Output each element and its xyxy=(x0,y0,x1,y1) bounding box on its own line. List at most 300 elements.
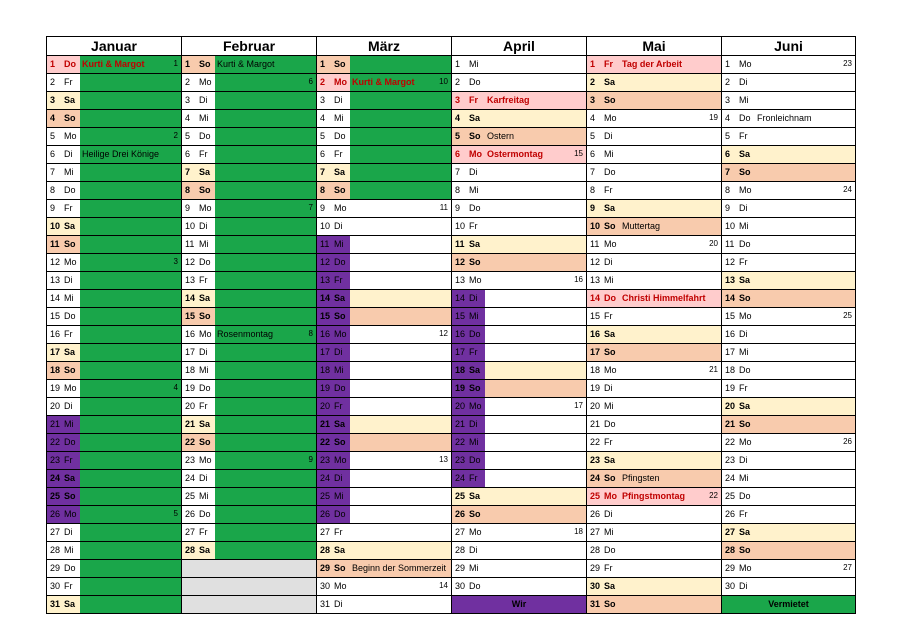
day-cell[interactable] xyxy=(451,254,587,272)
day-cell[interactable] xyxy=(181,434,317,452)
weekday-label: Mi xyxy=(739,221,749,231)
day-cell[interactable] xyxy=(46,272,182,290)
month-header-0: Januar xyxy=(46,36,182,56)
day-cell[interactable] xyxy=(316,254,452,272)
day-cell[interactable] xyxy=(316,146,452,164)
month-header-2: März xyxy=(316,36,452,56)
day-number: 30 xyxy=(320,581,331,591)
day-cell[interactable] xyxy=(181,488,317,506)
day-number: 10 xyxy=(185,221,196,231)
day-cell[interactable] xyxy=(181,56,317,74)
day-number: 22 xyxy=(185,437,196,447)
day-cell[interactable] xyxy=(46,218,182,236)
weekday-label: Do xyxy=(199,257,211,267)
day-cell[interactable] xyxy=(721,254,856,272)
day-cell[interactable] xyxy=(316,560,452,578)
day-cell[interactable] xyxy=(451,326,587,344)
day-cell[interactable] xyxy=(586,236,722,254)
day-cell[interactable] xyxy=(316,236,452,254)
weekday-label: Mi xyxy=(334,239,344,249)
day-cell[interactable] xyxy=(46,470,182,488)
day-cell[interactable] xyxy=(451,272,587,290)
weekday-label: Sa xyxy=(604,203,616,213)
week-number: 20 xyxy=(709,239,718,248)
day-number: 1 xyxy=(590,59,596,69)
day-cell[interactable] xyxy=(46,128,182,146)
day-number: 6 xyxy=(725,149,731,159)
day-cell[interactable] xyxy=(586,506,722,524)
day-cell[interactable] xyxy=(181,362,317,380)
day-cell[interactable] xyxy=(181,110,317,128)
day-cell[interactable] xyxy=(46,146,182,164)
day-cell[interactable] xyxy=(721,110,856,128)
day-cell[interactable] xyxy=(451,56,587,74)
day-cell[interactable] xyxy=(316,524,452,542)
weekday-label: Fr xyxy=(469,221,478,231)
weekday-label: Mi xyxy=(334,113,344,123)
day-cell[interactable] xyxy=(586,398,722,416)
weekday-label: Fr xyxy=(64,455,73,465)
day-number: 17 xyxy=(185,347,196,357)
day-cell[interactable] xyxy=(181,146,317,164)
day-cell[interactable] xyxy=(316,128,452,146)
weekday-label: Do xyxy=(739,365,751,375)
weekday-label: Fr xyxy=(334,401,343,411)
day-cell[interactable] xyxy=(316,272,452,290)
day-cell[interactable] xyxy=(451,92,587,110)
day-cell[interactable] xyxy=(316,74,452,92)
day-number: 6 xyxy=(185,149,191,159)
weekday-label: Mi xyxy=(469,311,479,321)
day-cell[interactable] xyxy=(46,506,182,524)
weekday-label: Sa xyxy=(64,473,76,483)
day-cell[interactable] xyxy=(721,56,856,74)
day-cell[interactable] xyxy=(721,398,856,416)
day-cell[interactable] xyxy=(181,470,317,488)
day-cell[interactable] xyxy=(721,542,856,560)
day-cell[interactable] xyxy=(586,146,722,164)
day-cell[interactable] xyxy=(586,128,722,146)
day-cell[interactable] xyxy=(721,200,856,218)
day-cell[interactable] xyxy=(46,110,182,128)
day-cell[interactable] xyxy=(181,128,317,146)
day-number: 19 xyxy=(590,383,601,393)
day-cell[interactable] xyxy=(46,542,182,560)
weekday-label: Mi xyxy=(469,185,479,195)
day-number: 19 xyxy=(725,383,736,393)
day-cell[interactable] xyxy=(451,182,587,200)
weekday-label: Fr xyxy=(64,581,73,591)
day-number: 4 xyxy=(725,113,731,123)
day-number: 20 xyxy=(725,401,736,411)
day-cell[interactable] xyxy=(721,488,856,506)
day-cell[interactable] xyxy=(451,218,587,236)
day-cell[interactable] xyxy=(451,308,587,326)
day-cell[interactable] xyxy=(721,74,856,92)
day-cell[interactable] xyxy=(721,326,856,344)
day-cell[interactable] xyxy=(181,380,317,398)
day-cell[interactable] xyxy=(46,452,182,470)
day-cell[interactable] xyxy=(451,416,587,434)
day-cell[interactable] xyxy=(316,92,452,110)
weekday-label: Mi xyxy=(199,113,209,123)
day-cell[interactable] xyxy=(181,416,317,434)
day-cell[interactable] xyxy=(181,542,317,560)
week-number: 10 xyxy=(439,77,448,86)
day-number: 13 xyxy=(455,275,466,285)
day-cell[interactable] xyxy=(181,290,317,308)
day-number: 27 xyxy=(320,527,331,537)
day-cell[interactable] xyxy=(586,416,722,434)
day-cell[interactable] xyxy=(451,74,587,92)
day-cell[interactable] xyxy=(46,290,182,308)
day-cell[interactable] xyxy=(46,488,182,506)
day-cell[interactable] xyxy=(721,506,856,524)
day-cell[interactable] xyxy=(46,92,182,110)
day-cell[interactable] xyxy=(586,182,722,200)
day-cell[interactable] xyxy=(721,92,856,110)
day-cell[interactable] xyxy=(46,578,182,596)
day-cell[interactable] xyxy=(46,344,182,362)
day-number: 31 xyxy=(50,599,61,609)
day-cell[interactable] xyxy=(46,182,182,200)
day-cell[interactable] xyxy=(721,182,856,200)
day-cell[interactable] xyxy=(586,452,722,470)
day-cell[interactable] xyxy=(46,434,182,452)
day-cell[interactable] xyxy=(451,560,587,578)
day-cell[interactable] xyxy=(586,164,722,182)
day-cell[interactable] xyxy=(451,506,587,524)
weekday-label: Fr xyxy=(604,563,613,573)
event-label: Pfingsten xyxy=(622,473,660,483)
day-cell[interactable] xyxy=(586,344,722,362)
day-cell[interactable] xyxy=(316,380,452,398)
day-cell[interactable] xyxy=(316,218,452,236)
day-cell[interactable] xyxy=(721,308,856,326)
day-cell[interactable] xyxy=(316,362,452,380)
day-cell[interactable] xyxy=(721,128,856,146)
day-number: 3 xyxy=(455,95,461,105)
day-cell[interactable] xyxy=(451,380,587,398)
day-cell[interactable] xyxy=(586,218,722,236)
day-cell[interactable] xyxy=(721,416,856,434)
day-cell[interactable] xyxy=(316,344,452,362)
day-cell[interactable] xyxy=(586,200,722,218)
day-number: 20 xyxy=(185,401,196,411)
day-number: 16 xyxy=(590,329,601,339)
day-cell[interactable] xyxy=(721,236,856,254)
day-cell[interactable] xyxy=(586,524,722,542)
day-cell[interactable] xyxy=(451,398,587,416)
day-cell[interactable] xyxy=(316,452,452,470)
day-number: 26 xyxy=(50,509,61,519)
day-number: 9 xyxy=(455,203,461,213)
day-cell[interactable] xyxy=(181,272,317,290)
day-number: 6 xyxy=(590,149,596,159)
weekday-label: Mo xyxy=(199,203,212,213)
day-cell[interactable] xyxy=(586,290,722,308)
day-cell[interactable] xyxy=(721,290,856,308)
day-cell[interactable] xyxy=(46,326,182,344)
day-number: 3 xyxy=(320,95,326,105)
day-cell[interactable] xyxy=(586,362,722,380)
day-number: 28 xyxy=(185,545,196,555)
booking-footer[interactable] xyxy=(451,596,587,614)
day-number: 14 xyxy=(725,293,736,303)
day-cell[interactable] xyxy=(451,344,587,362)
day-cell[interactable] xyxy=(586,326,722,344)
day-cell[interactable] xyxy=(316,200,452,218)
day-cell[interactable] xyxy=(586,380,722,398)
weekday-label: Mo xyxy=(64,509,77,519)
day-cell[interactable] xyxy=(451,434,587,452)
day-cell[interactable] xyxy=(451,164,587,182)
empty-cell xyxy=(181,578,317,596)
day-cell[interactable] xyxy=(451,542,587,560)
day-number: 23 xyxy=(725,455,736,465)
day-cell[interactable] xyxy=(721,146,856,164)
day-cell[interactable] xyxy=(316,56,452,74)
day-cell[interactable] xyxy=(181,524,317,542)
day-cell[interactable] xyxy=(586,470,722,488)
weekday-label: Fr xyxy=(604,59,613,69)
weekday-label: Di xyxy=(739,203,748,213)
day-cell[interactable] xyxy=(181,326,317,344)
day-number: 9 xyxy=(185,203,191,213)
weekday-label: Di xyxy=(604,383,613,393)
day-cell[interactable] xyxy=(721,380,856,398)
weekday-label: So xyxy=(469,509,481,519)
day-cell[interactable] xyxy=(46,308,182,326)
day-cell[interactable] xyxy=(316,470,452,488)
day-cell[interactable] xyxy=(721,524,856,542)
day-number: 21 xyxy=(185,419,196,429)
day-cell[interactable] xyxy=(46,524,182,542)
day-cell[interactable] xyxy=(316,488,452,506)
day-cell[interactable] xyxy=(181,74,317,92)
day-number: 19 xyxy=(320,383,331,393)
day-cell[interactable] xyxy=(451,128,587,146)
day-number: 24 xyxy=(185,473,196,483)
day-cell[interactable] xyxy=(586,596,722,614)
weekday-label: Do xyxy=(334,509,346,519)
weekday-label: Fr xyxy=(64,77,73,87)
day-cell[interactable] xyxy=(46,164,182,182)
day-cell[interactable] xyxy=(721,272,856,290)
day-number: 24 xyxy=(590,473,601,483)
day-cell[interactable] xyxy=(316,182,452,200)
weekday-label: Mi xyxy=(604,275,614,285)
day-cell[interactable] xyxy=(316,164,452,182)
day-cell[interactable] xyxy=(181,452,317,470)
day-cell[interactable] xyxy=(586,110,722,128)
weekday-label: Do xyxy=(469,77,481,87)
day-cell[interactable] xyxy=(586,488,722,506)
day-number: 9 xyxy=(725,203,731,213)
day-cell[interactable] xyxy=(721,362,856,380)
day-number: 26 xyxy=(185,509,196,519)
day-cell[interactable] xyxy=(721,452,856,470)
day-cell[interactable] xyxy=(721,218,856,236)
weekday-label: Mi xyxy=(469,563,479,573)
day-cell[interactable] xyxy=(181,254,317,272)
day-cell[interactable] xyxy=(181,164,317,182)
day-cell[interactable] xyxy=(46,254,182,272)
day-cell[interactable] xyxy=(586,560,722,578)
day-cell[interactable] xyxy=(181,308,317,326)
day-cell[interactable] xyxy=(181,506,317,524)
day-cell[interactable] xyxy=(46,416,182,434)
day-number: 1 xyxy=(455,59,461,69)
day-number: 25 xyxy=(590,491,601,501)
day-cell[interactable] xyxy=(316,506,452,524)
day-cell[interactable] xyxy=(451,362,587,380)
weekday-label: Mo xyxy=(604,113,617,123)
day-number: 2 xyxy=(590,77,596,87)
day-cell[interactable] xyxy=(316,308,452,326)
day-cell[interactable] xyxy=(451,290,587,308)
weekday-label: So xyxy=(64,365,76,375)
day-cell[interactable] xyxy=(721,470,856,488)
day-cell[interactable] xyxy=(586,92,722,110)
day-cell[interactable] xyxy=(451,236,587,254)
day-cell[interactable] xyxy=(451,452,587,470)
week-number: 27 xyxy=(843,563,852,572)
day-cell[interactable] xyxy=(451,110,587,128)
weekday-label: Di xyxy=(334,473,343,483)
weekday-label: Sa xyxy=(469,365,481,375)
day-cell[interactable] xyxy=(721,344,856,362)
day-cell[interactable] xyxy=(316,416,452,434)
day-cell[interactable] xyxy=(586,308,722,326)
day-cell[interactable] xyxy=(181,344,317,362)
day-cell[interactable] xyxy=(451,146,587,164)
day-cell[interactable] xyxy=(721,578,856,596)
weekday-label: Sa xyxy=(469,113,481,123)
day-cell[interactable] xyxy=(316,326,452,344)
event-label: Kurti & Margot xyxy=(217,59,275,69)
day-number: 19 xyxy=(185,383,196,393)
day-cell[interactable] xyxy=(46,596,182,614)
day-cell[interactable] xyxy=(586,254,722,272)
event-label: Beginn der Sommerzeit xyxy=(352,563,447,573)
weekday-label: Do xyxy=(64,311,76,321)
weekday-label: Mo xyxy=(604,491,617,501)
day-cell[interactable] xyxy=(451,578,587,596)
day-cell[interactable] xyxy=(46,56,182,74)
day-number: 27 xyxy=(725,527,736,537)
day-cell[interactable] xyxy=(181,92,317,110)
day-cell[interactable] xyxy=(316,110,452,128)
weekday-label: Do xyxy=(469,581,481,591)
day-number: 4 xyxy=(185,113,191,123)
day-number: 28 xyxy=(455,545,466,555)
day-number: 7 xyxy=(725,167,731,177)
day-number: 30 xyxy=(455,581,466,591)
day-number: 3 xyxy=(725,95,731,105)
day-cell[interactable] xyxy=(46,380,182,398)
weekday-label: So xyxy=(739,545,751,555)
day-number: 1 xyxy=(50,59,56,69)
day-cell[interactable] xyxy=(586,434,722,452)
day-cell[interactable] xyxy=(316,542,452,560)
weekday-label: Fr xyxy=(199,527,208,537)
day-number: 31 xyxy=(590,599,601,609)
event-label: Pfingstmontag xyxy=(622,491,685,501)
day-number: 15 xyxy=(50,311,61,321)
day-cell[interactable] xyxy=(316,434,452,452)
day-cell[interactable] xyxy=(181,236,317,254)
weekday-label: Fr xyxy=(334,149,343,159)
day-cell[interactable] xyxy=(586,542,722,560)
day-cell[interactable] xyxy=(316,398,452,416)
day-number: 27 xyxy=(455,527,466,537)
day-number: 18 xyxy=(185,365,196,375)
booking-footer[interactable] xyxy=(721,596,856,614)
day-number: 18 xyxy=(455,365,466,375)
day-cell[interactable] xyxy=(451,470,587,488)
day-cell[interactable] xyxy=(46,74,182,92)
week-number: 22 xyxy=(709,491,718,500)
day-cell[interactable] xyxy=(181,218,317,236)
day-cell[interactable] xyxy=(586,578,722,596)
weekday-label: So xyxy=(604,221,616,231)
weekday-label: Fr xyxy=(334,275,343,285)
day-cell[interactable] xyxy=(181,182,317,200)
day-number: 7 xyxy=(50,167,56,177)
footer-label: Wir xyxy=(511,599,527,609)
day-number: 9 xyxy=(320,203,326,213)
weekday-label: Mi xyxy=(334,365,344,375)
weekday-label: Mi xyxy=(199,365,209,375)
day-cell[interactable] xyxy=(721,434,856,452)
day-cell[interactable] xyxy=(46,236,182,254)
weekday-label: Sa xyxy=(334,293,346,303)
day-cell[interactable] xyxy=(46,362,182,380)
day-cell[interactable] xyxy=(46,560,182,578)
weekday-label: Di xyxy=(199,221,208,231)
day-cell[interactable] xyxy=(316,596,452,614)
day-cell[interactable] xyxy=(451,488,587,506)
day-number: 23 xyxy=(320,455,331,465)
day-number: 15 xyxy=(725,311,736,321)
day-cell[interactable] xyxy=(586,272,722,290)
day-cell[interactable] xyxy=(721,164,856,182)
day-cell[interactable] xyxy=(451,524,587,542)
day-cell[interactable] xyxy=(586,74,722,92)
day-number: 17 xyxy=(455,347,466,357)
day-cell[interactable] xyxy=(46,200,182,218)
day-cell[interactable] xyxy=(316,578,452,596)
week-number: 6 xyxy=(308,77,313,86)
day-number: 11 xyxy=(50,239,60,249)
day-number: 26 xyxy=(320,509,331,519)
weekday-label: So xyxy=(334,563,346,573)
day-number: 16 xyxy=(185,329,196,339)
day-cell[interactable] xyxy=(721,560,856,578)
week-number: 25 xyxy=(843,311,852,320)
day-cell[interactable] xyxy=(46,398,182,416)
day-cell[interactable] xyxy=(181,200,317,218)
day-cell[interactable] xyxy=(181,398,317,416)
day-cell[interactable] xyxy=(316,290,452,308)
day-cell[interactable] xyxy=(451,200,587,218)
weekday-label: Do xyxy=(469,455,481,465)
day-number: 26 xyxy=(590,509,601,519)
day-number: 22 xyxy=(455,437,466,447)
weekday-label: Di xyxy=(739,455,748,465)
day-cell[interactable] xyxy=(586,56,722,74)
